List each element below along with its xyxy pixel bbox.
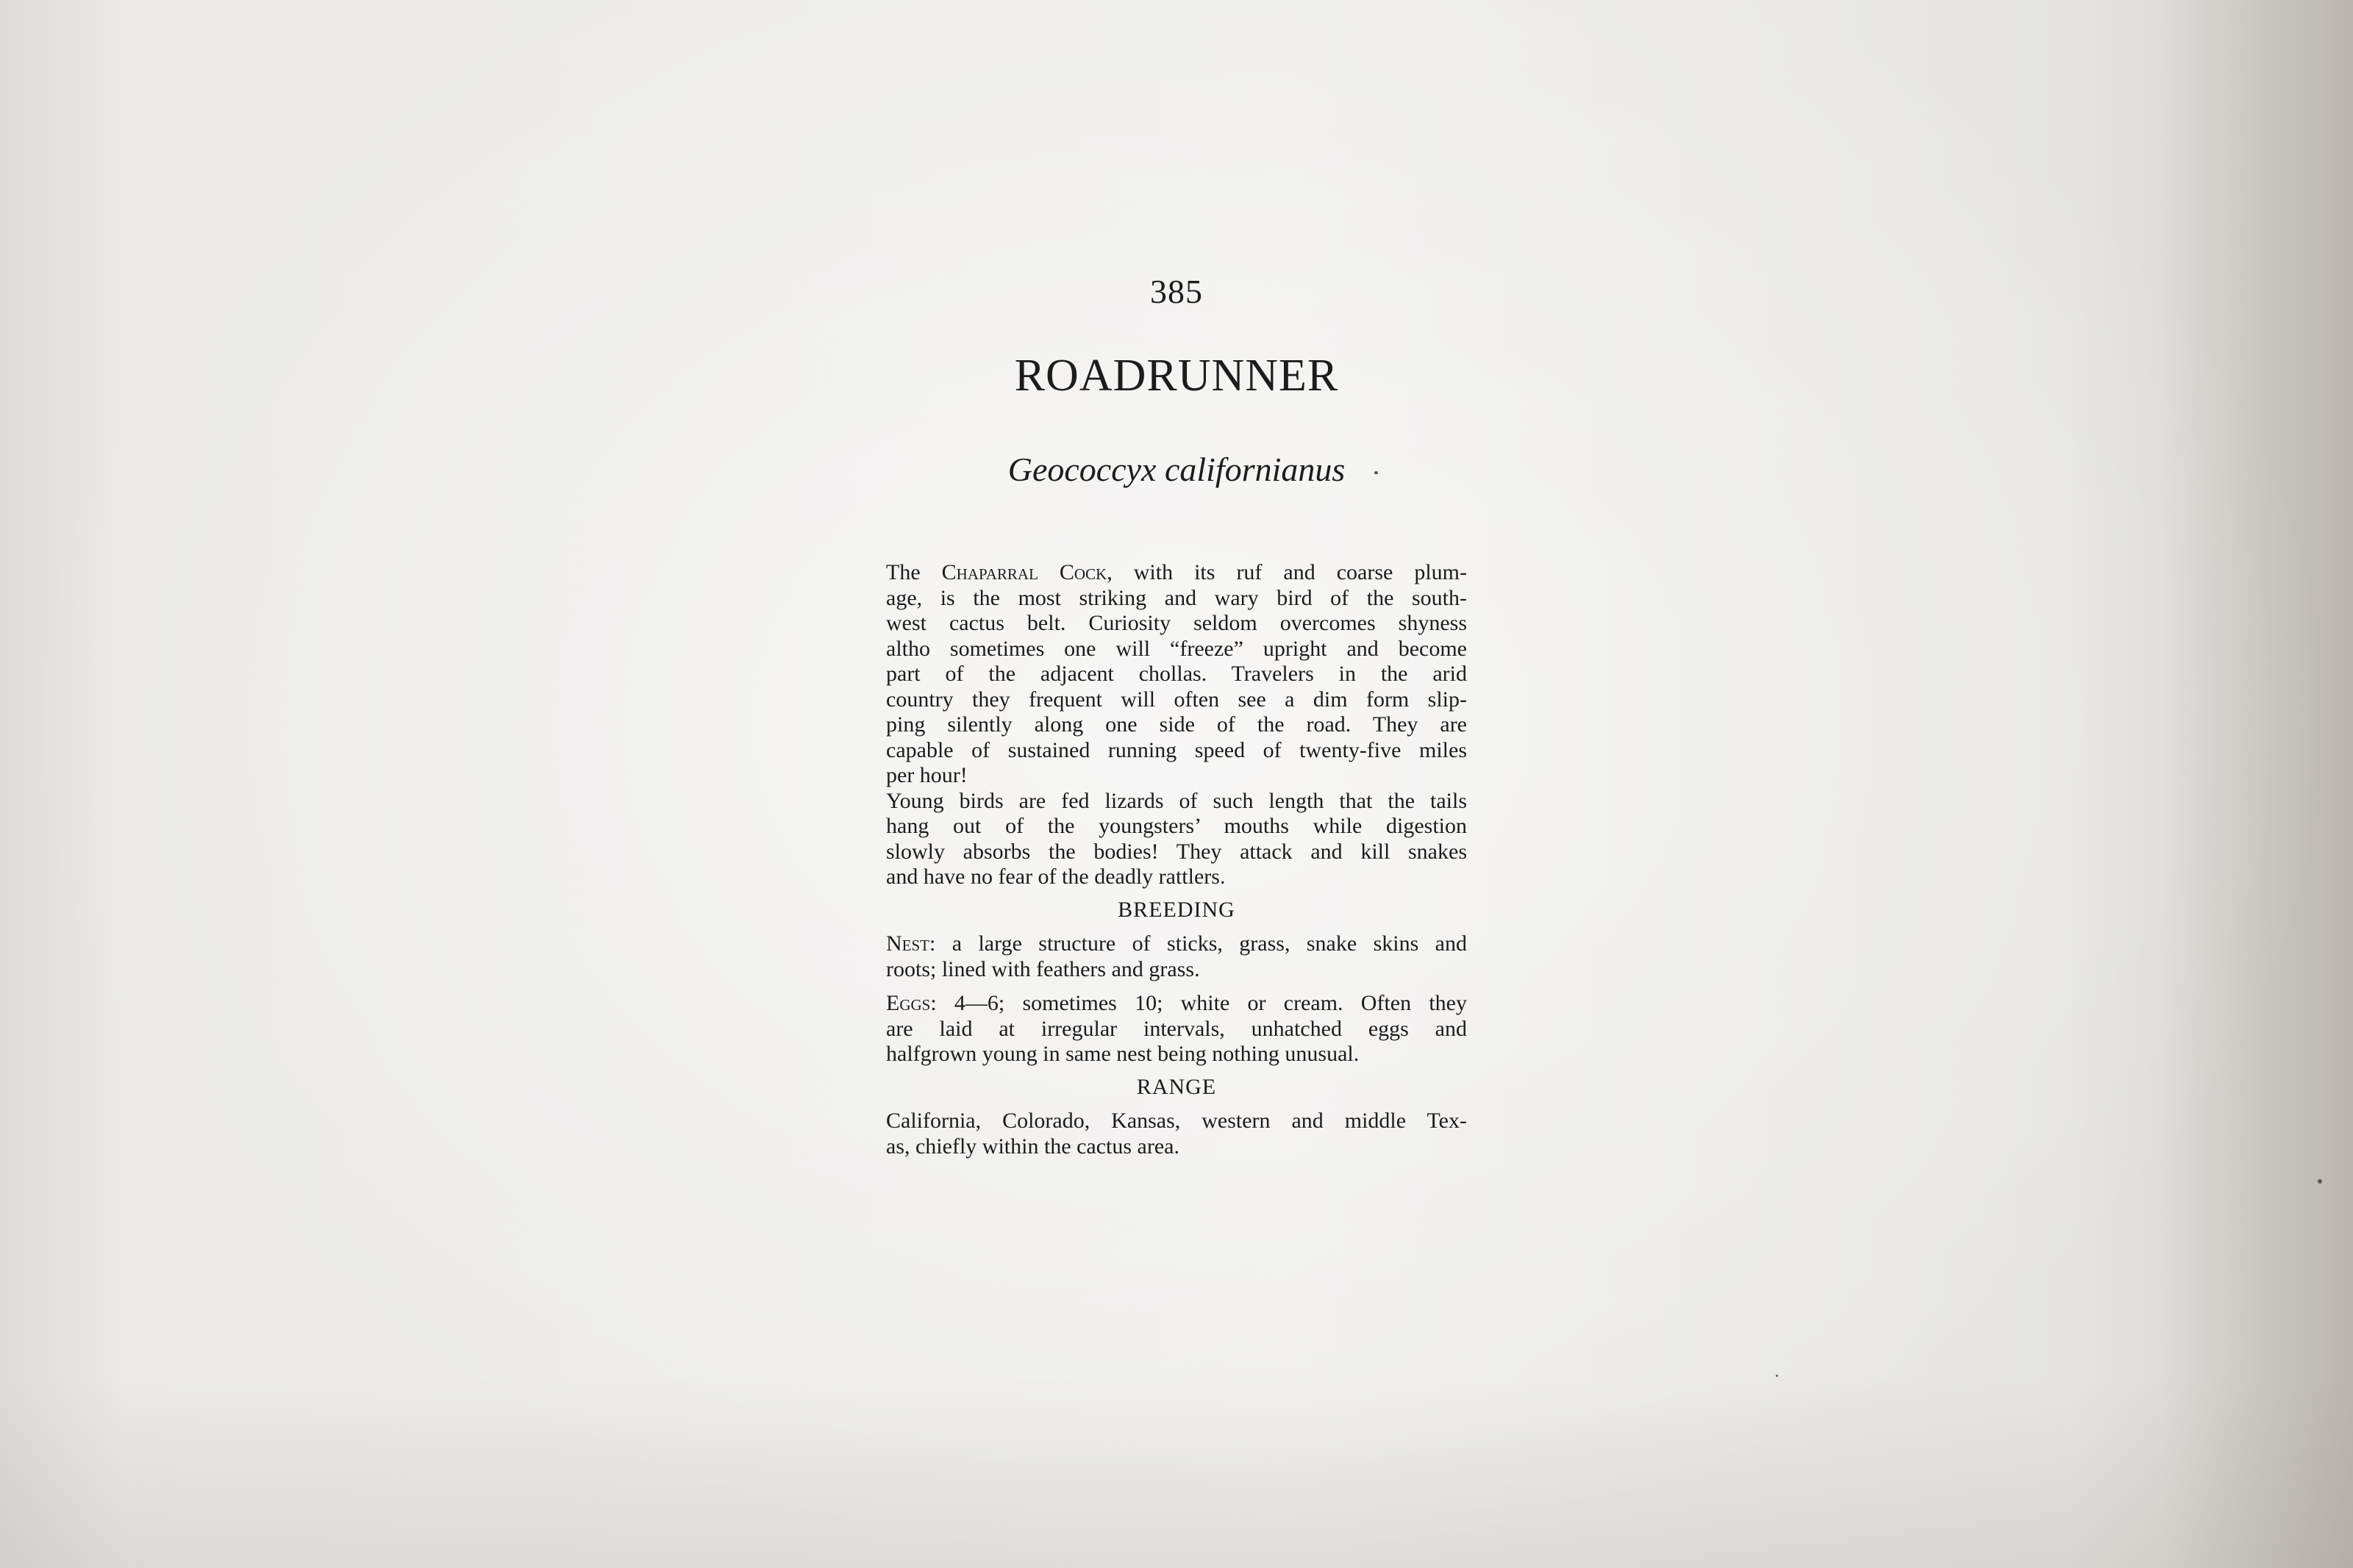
text-line <box>886 991 1467 1017</box>
text-line <box>886 560 1467 586</box>
page-number: 385 <box>1150 273 1203 310</box>
eggs-label: Eggs <box>886 991 931 1015</box>
paper-fleck <box>2318 1179 2322 1184</box>
paper-shadow-right <box>2162 0 2353 1568</box>
text-line: halfgrown young in same nest being nothing unusual. <box>886 1042 1360 1066</box>
printer-mark <box>1374 471 1378 474</box>
text-line: country they frequent will often see a dim form slip- <box>886 687 1467 712</box>
text-line: altho sometimes one will “freeze” upright and become <box>886 636 1467 661</box>
text-line: are laid at irregular intervals, unhatched eggs and <box>886 1016 1467 1041</box>
description-paragraph-2 <box>886 789 1467 890</box>
text-line: hang out of the youngsters’ mouths while digestion <box>886 814 1467 838</box>
text-line: and have no fear of the deadly rattlers. <box>886 864 1226 889</box>
paper-shadow-bottom <box>0 1377 2353 1568</box>
paper-fleck <box>1776 1375 1778 1377</box>
eggs-paragraph <box>886 991 1467 1067</box>
text-line: ping silently along one side of the road. They are <box>886 712 1467 737</box>
text-column <box>886 560 1467 1159</box>
common-name: Chaparral Cock <box>941 560 1107 584</box>
text-line: Young birds are fed lizards of such length that the tails <box>886 788 1467 813</box>
text-line: slowly absorbs the bodies! They attack and kill snakes <box>886 839 1467 864</box>
range-paragraph <box>886 1109 1467 1159</box>
description-paragraph-1 <box>886 560 1467 789</box>
text-fragment: : 4—6; sometimes 10; white or cream. Often they <box>930 991 1467 1015</box>
text-line: age, is the most striking and wary bird of the south- <box>886 585 1467 610</box>
range-heading: RANGE <box>1136 1074 1217 1099</box>
breeding-heading: BREEDING <box>1118 897 1235 922</box>
text-line: California, Colorado, Kansas, western and middle Tex- <box>886 1109 1467 1133</box>
nest-label: Nest <box>886 931 929 956</box>
text-line: west cactus belt. Curiosity seldom overcomes shyness <box>886 611 1467 635</box>
text-line: roots; lined with feathers and grass. <box>886 956 1200 981</box>
text-line: part of the adjacent chollas. Travelers in the arid <box>886 662 1467 686</box>
text-line: as, chiefly within the cactus area. <box>886 1134 1179 1159</box>
page-title: ROADRUNNER <box>1014 351 1339 401</box>
text-line: capable of sustained running speed of twenty-five miles <box>886 737 1467 762</box>
text-fragment: , with its ruf and coarse plum- <box>1107 560 1468 584</box>
nest-paragraph <box>886 931 1467 982</box>
text-line: per hour! <box>886 763 968 787</box>
scientific-name: Geococcyx californianus <box>1007 451 1346 488</box>
text-fragment: : a large structure of sticks, grass, snake skins and <box>929 931 1467 956</box>
text-line <box>886 931 1467 957</box>
text-fragment: The <box>886 560 942 584</box>
